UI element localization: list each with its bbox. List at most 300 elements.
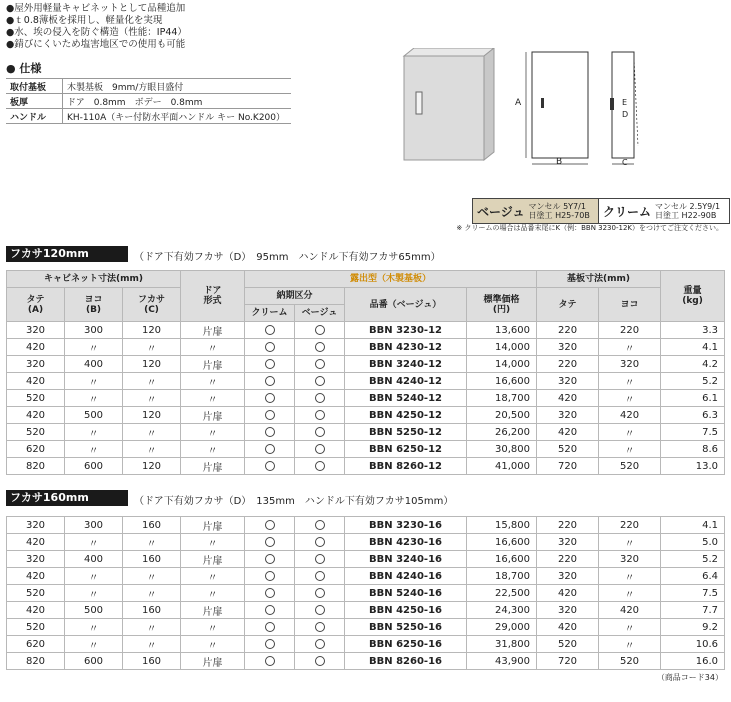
cell-base-tate: 220 (537, 551, 599, 568)
section-120-label: フカサ120mm (6, 246, 128, 262)
cell-door: 片扉 (181, 322, 245, 339)
circle-mark-icon (315, 622, 325, 632)
cell-yoko: 400 (65, 356, 123, 373)
circle-mark-icon (315, 325, 325, 335)
header-door-2: 形式 (203, 296, 222, 306)
circle-mark-icon (315, 605, 325, 615)
cabinet-image (398, 48, 496, 163)
cell-price: 18,700 (467, 568, 537, 585)
cell-beige-delivery (295, 636, 345, 653)
cell-door: 片扉 (181, 551, 245, 568)
color-beige-munsell: マンセル 5Y7/1 (528, 202, 586, 211)
circle-mark-icon (265, 376, 275, 386)
cell-fukasa: 160 (123, 517, 181, 534)
cell-part: BBN 4250-16 (345, 602, 467, 619)
circle-mark-icon (315, 520, 325, 530)
cell-door: 〃 (181, 339, 245, 356)
cell-base-yoko: 520 (599, 458, 661, 475)
cell-price: 14,000 (467, 356, 537, 373)
header-door-1: ドア (203, 286, 222, 296)
table-row (7, 390, 725, 407)
cell-tate: 420 (7, 339, 65, 356)
cell-cream-delivery (245, 619, 295, 636)
circle-mark-icon (265, 622, 275, 632)
cell-price: 22,500 (467, 585, 537, 602)
product-table-160 (6, 516, 725, 670)
circle-mark-icon (265, 393, 275, 403)
table-row (7, 619, 725, 636)
cell-tate: 420 (7, 534, 65, 551)
circle-mark-icon (315, 461, 325, 471)
cell-door: 〃 (181, 568, 245, 585)
cell-price: 41,000 (467, 458, 537, 475)
cell-price: 13,600 (467, 322, 537, 339)
cell-base-yoko: 〃 (599, 636, 661, 653)
table-row (7, 517, 725, 534)
cell-weight: 6.3 (661, 407, 725, 424)
circle-mark-icon (265, 588, 275, 598)
cell-weight: 13.0 (661, 458, 725, 475)
cell-price: 16,600 (467, 373, 537, 390)
header-base: 基板寸法(mm) (537, 271, 661, 288)
color-cream-swatch (598, 198, 730, 224)
table-row (7, 568, 725, 585)
cell-base-tate: 420 (537, 390, 599, 407)
cell-yoko: 〃 (65, 636, 123, 653)
header-weight (661, 271, 725, 322)
cell-yoko: 300 (65, 322, 123, 339)
cell-fukasa: 120 (123, 356, 181, 373)
color-cream-spec (655, 202, 720, 220)
cell-weight: 5.2 (661, 373, 725, 390)
cell-base-yoko: 520 (599, 653, 661, 670)
cell-cream-delivery (245, 441, 295, 458)
cell-part: BBN 5250-16 (345, 619, 467, 636)
circle-mark-icon (315, 342, 325, 352)
cell-cream-delivery (245, 373, 295, 390)
cell-weight: 16.0 (661, 653, 725, 670)
header-beige: ベージュ (295, 305, 345, 322)
cell-base-yoko: 420 (599, 602, 661, 619)
table-row (7, 585, 725, 602)
product-code-note: （商品コード34） (656, 673, 723, 682)
cell-part: BBN 5240-12 (345, 390, 467, 407)
cell-fukasa: 〃 (123, 424, 181, 441)
circle-mark-icon (315, 376, 325, 386)
cell-weight: 6.4 (661, 568, 725, 585)
cell-weight: 4.1 (661, 339, 725, 356)
dim-b-label: B (556, 157, 563, 167)
cell-base-tate: 420 (537, 424, 599, 441)
cell-beige-delivery (295, 407, 345, 424)
spec-key: 板厚 (6, 94, 63, 109)
cell-door: 〃 (181, 390, 245, 407)
cell-door: 〃 (181, 636, 245, 653)
cell-fukasa: 〃 (123, 636, 181, 653)
cell-base-yoko: 〃 (599, 373, 661, 390)
dim-e-label: E (622, 98, 628, 107)
cell-base-yoko: 320 (599, 551, 661, 568)
cell-door: 〃 (181, 373, 245, 390)
header-base-yoko: ヨコ (599, 288, 661, 322)
cell-beige-delivery (295, 551, 345, 568)
cell-weight: 3.3 (661, 322, 725, 339)
cell-weight: 6.1 (661, 390, 725, 407)
header-part: 品番（ベージュ） (345, 288, 467, 322)
table-body-160 (7, 517, 725, 670)
cell-tate: 420 (7, 407, 65, 424)
cell-door: 〃 (181, 619, 245, 636)
color-cream-munsell: マンセル 2.5Y9/1 (655, 202, 721, 211)
cell-tate: 620 (7, 636, 65, 653)
cell-part: BBN 6250-16 (345, 636, 467, 653)
cell-door: 片扉 (181, 653, 245, 670)
table-row (7, 636, 725, 653)
cell-price: 43,900 (467, 653, 537, 670)
header-weight-1: 重量 (683, 286, 702, 296)
cell-yoko: 500 (65, 407, 123, 424)
cell-part: BBN 8260-16 (345, 653, 467, 670)
cell-tate: 320 (7, 551, 65, 568)
header-tate (7, 288, 65, 322)
cell-base-tate: 320 (537, 339, 599, 356)
cell-weight: 7.5 (661, 585, 725, 602)
cell-part: BBN 8260-12 (345, 458, 467, 475)
cell-base-tate: 320 (537, 534, 599, 551)
circle-mark-icon (265, 461, 275, 471)
spec-value: KH-110A（キー付防水平面ハンドル キー No.K200） (63, 109, 292, 124)
cell-beige-delivery (295, 424, 345, 441)
cell-weight: 5.0 (661, 534, 725, 551)
color-beige-jpma: 日塗工 H25-70B (528, 211, 590, 220)
cell-base-tate: 320 (537, 373, 599, 390)
header-cabinet: キャビネット寸法(mm) (7, 271, 181, 288)
spec-row (6, 109, 291, 124)
cell-base-tate: 320 (537, 602, 599, 619)
header-base-tate: タテ (537, 288, 599, 322)
cell-beige-delivery (295, 356, 345, 373)
cell-tate: 520 (7, 424, 65, 441)
cell-yoko: 〃 (65, 619, 123, 636)
header-fukasa-text: フカサ (138, 294, 165, 305)
cell-fukasa: 〃 (123, 534, 181, 551)
cell-tate: 520 (7, 585, 65, 602)
cell-weight: 8.6 (661, 441, 725, 458)
cell-part: BBN 3230-12 (345, 322, 467, 339)
color-beige-name: ベージュ (477, 204, 525, 219)
table-row (7, 441, 725, 458)
cell-cream-delivery (245, 390, 295, 407)
cell-part: BBN 4250-12 (345, 407, 467, 424)
product-table-120 (6, 270, 725, 475)
feature-2: ●ｔ0.8薄板を採用し、軽量化を実現 (6, 15, 163, 26)
circle-mark-icon (265, 325, 275, 335)
cell-beige-delivery (295, 585, 345, 602)
cell-base-tate: 420 (537, 619, 599, 636)
spec-title: ● 仕様 (6, 62, 42, 75)
cell-base-tate: 720 (537, 653, 599, 670)
cell-price: 20,500 (467, 407, 537, 424)
cell-part: BBN 3240-16 (345, 551, 467, 568)
spec-row (6, 79, 291, 94)
color-cream-jpma: 日塗工 H22-90B (655, 211, 717, 220)
header-price-2: (円) (492, 304, 511, 315)
cell-cream-delivery (245, 534, 295, 551)
cell-fukasa: 〃 (123, 339, 181, 356)
cell-weight: 7.7 (661, 602, 725, 619)
circle-mark-icon (265, 605, 275, 615)
circle-mark-icon (315, 444, 325, 454)
cell-base-tate: 220 (537, 517, 599, 534)
cell-beige-delivery (295, 602, 345, 619)
cell-fukasa: 120 (123, 407, 181, 424)
circle-mark-icon (265, 520, 275, 530)
table-body-120 (7, 322, 725, 475)
table-row (7, 407, 725, 424)
cell-weight: 7.5 (661, 424, 725, 441)
cell-fukasa: 〃 (123, 585, 181, 602)
circle-mark-icon (315, 588, 325, 598)
cell-beige-delivery (295, 619, 345, 636)
circle-mark-icon (315, 656, 325, 666)
cell-base-yoko: 〃 (599, 441, 661, 458)
cell-cream-delivery (245, 517, 295, 534)
cell-base-tate: 720 (537, 458, 599, 475)
table-row (7, 534, 725, 551)
cell-fukasa: 〃 (123, 619, 181, 636)
cell-fukasa: 160 (123, 653, 181, 670)
header-yoko (65, 288, 123, 322)
cell-door: 片扉 (181, 407, 245, 424)
color-beige-spec (529, 202, 590, 220)
header-door (181, 271, 245, 322)
cell-door: 片扉 (181, 356, 245, 373)
cell-door: 〃 (181, 585, 245, 602)
cell-fukasa: 160 (123, 551, 181, 568)
spec-key: ハンドル (6, 109, 63, 124)
cell-price: 29,000 (467, 619, 537, 636)
dim-a-label: A (515, 98, 522, 108)
cell-base-tate: 420 (537, 585, 599, 602)
section-160-label: フカサ160mm (6, 490, 128, 506)
cell-yoko: 300 (65, 517, 123, 534)
header-yoko-text: ヨコ (84, 294, 103, 305)
cell-fukasa: 〃 (123, 441, 181, 458)
circle-mark-icon (265, 537, 275, 547)
cell-part: BBN 4240-12 (345, 373, 467, 390)
cell-yoko: 600 (65, 653, 123, 670)
cell-yoko: 〃 (65, 534, 123, 551)
cell-tate: 820 (7, 458, 65, 475)
circle-mark-icon (265, 656, 275, 666)
cell-cream-delivery (245, 585, 295, 602)
color-beige-swatch (472, 198, 600, 224)
section-120-note: （ドア下有効フカサ（D） 95mm ハンドル下有効フカサ65mm） (134, 252, 441, 263)
circle-mark-icon (315, 554, 325, 564)
circle-mark-icon (315, 359, 325, 369)
table-row (7, 356, 725, 373)
circle-mark-icon (315, 410, 325, 420)
cell-yoko: 〃 (65, 390, 123, 407)
header-weight-2: (kg) (682, 296, 703, 306)
header-fukasa (123, 288, 181, 322)
cell-door: 片扉 (181, 517, 245, 534)
side-view-drawing (606, 46, 646, 171)
cell-door: 〃 (181, 534, 245, 551)
header-cream: クリーム (245, 305, 295, 322)
cell-base-yoko: 〃 (599, 390, 661, 407)
cell-tate: 820 (7, 653, 65, 670)
circle-mark-icon (315, 639, 325, 649)
cell-base-tate: 220 (537, 322, 599, 339)
table-row (7, 551, 725, 568)
cell-yoko: 400 (65, 551, 123, 568)
cell-tate: 320 (7, 322, 65, 339)
table-row (7, 602, 725, 619)
feature-4: ●錆びにくいため塩害地区での使用も可能 (6, 39, 186, 50)
circle-mark-icon (265, 554, 275, 564)
cell-tate: 420 (7, 602, 65, 619)
cell-beige-delivery (295, 322, 345, 339)
cell-part: BBN 4230-12 (345, 339, 467, 356)
cell-fukasa: 160 (123, 602, 181, 619)
circle-mark-icon (265, 427, 275, 437)
cell-base-yoko: 420 (599, 407, 661, 424)
cell-tate: 420 (7, 568, 65, 585)
cell-part: BBN 5250-12 (345, 424, 467, 441)
header-roshutsu: 露出型（木製基板） (245, 271, 537, 288)
circle-mark-icon (315, 537, 325, 547)
cell-tate: 620 (7, 441, 65, 458)
cream-order-note: ※ クリームの場合は品番末尾にK（例：BBN 3230-12K）をつけてご注文ください。 (456, 224, 723, 232)
cell-weight: 4.2 (661, 356, 725, 373)
cell-price: 26,200 (467, 424, 537, 441)
cell-base-yoko: 〃 (599, 619, 661, 636)
header-tate-text: タテ (26, 294, 45, 305)
cell-part: BBN 4240-16 (345, 568, 467, 585)
color-cream-name: クリーム (603, 204, 652, 219)
circle-mark-icon (315, 393, 325, 403)
cell-cream-delivery (245, 458, 295, 475)
cell-cream-delivery (245, 356, 295, 373)
cell-price: 31,800 (467, 636, 537, 653)
cell-yoko: 〃 (65, 339, 123, 356)
cell-yoko: 〃 (65, 424, 123, 441)
cell-base-yoko: 220 (599, 517, 661, 534)
cell-yoko: 500 (65, 602, 123, 619)
cell-tate: 520 (7, 619, 65, 636)
spec-table (6, 78, 291, 124)
cell-base-yoko: 〃 (599, 534, 661, 551)
cell-price: 14,000 (467, 339, 537, 356)
cell-yoko: 〃 (65, 373, 123, 390)
cell-cream-delivery (245, 339, 295, 356)
circle-mark-icon (265, 342, 275, 352)
cell-yoko: 〃 (65, 441, 123, 458)
cell-beige-delivery (295, 373, 345, 390)
cell-door: 〃 (181, 441, 245, 458)
cell-fukasa: 〃 (123, 373, 181, 390)
cell-base-yoko: 〃 (599, 585, 661, 602)
cell-price: 24,300 (467, 602, 537, 619)
cell-base-tate: 320 (537, 407, 599, 424)
dim-d-label: D (622, 110, 629, 119)
circle-mark-icon (315, 427, 325, 437)
cell-fukasa: 120 (123, 322, 181, 339)
table-row (7, 373, 725, 390)
cell-yoko: 〃 (65, 585, 123, 602)
table-row (7, 424, 725, 441)
circle-mark-icon (315, 571, 325, 581)
circle-mark-icon (265, 639, 275, 649)
cell-weight: 9.2 (661, 619, 725, 636)
cell-tate: 520 (7, 390, 65, 407)
table-row (7, 653, 725, 670)
cell-weight: 10.6 (661, 636, 725, 653)
cell-tate: 320 (7, 517, 65, 534)
cell-base-yoko: 〃 (599, 424, 661, 441)
cell-part: BBN 5240-16 (345, 585, 467, 602)
cell-door: 片扉 (181, 602, 245, 619)
cell-beige-delivery (295, 390, 345, 407)
cell-tate: 320 (7, 356, 65, 373)
cell-beige-delivery (295, 517, 345, 534)
cell-base-yoko: 〃 (599, 339, 661, 356)
spec-value: ドア 0.8mm ボデー 0.8mm (63, 94, 292, 109)
cell-beige-delivery (295, 568, 345, 585)
header-fukasa-code: (C) (144, 304, 159, 315)
spec-key: 取付基板 (6, 79, 63, 94)
feature-3: ●水、埃の侵入を防ぐ構造（性能：IP44） (6, 27, 187, 38)
circle-mark-icon (265, 410, 275, 420)
spec-value: 木製基板 9mm/方眼目盛付 (63, 79, 292, 94)
header-nonyu: 納期区分 (245, 288, 345, 305)
cell-beige-delivery (295, 339, 345, 356)
table-row (7, 458, 725, 475)
cell-part: BBN 3230-16 (345, 517, 467, 534)
circle-mark-icon (265, 444, 275, 454)
cell-part: BBN 4230-16 (345, 534, 467, 551)
cell-base-yoko: 320 (599, 356, 661, 373)
cell-price: 16,600 (467, 551, 537, 568)
circle-mark-icon (265, 359, 275, 369)
cell-weight: 4.1 (661, 517, 725, 534)
cell-yoko: 〃 (65, 568, 123, 585)
cell-price: 18,700 (467, 390, 537, 407)
cell-door: 〃 (181, 424, 245, 441)
header-price-1: 標準価格 (483, 294, 520, 305)
cell-fukasa: 〃 (123, 390, 181, 407)
cell-cream-delivery (245, 551, 295, 568)
cell-base-yoko: 220 (599, 322, 661, 339)
cell-yoko: 600 (65, 458, 123, 475)
header-yoko-code: (B) (85, 304, 102, 315)
cell-beige-delivery (295, 441, 345, 458)
cell-base-tate: 220 (537, 356, 599, 373)
cell-base-yoko: 〃 (599, 568, 661, 585)
cell-base-tate: 320 (537, 568, 599, 585)
cell-fukasa: 120 (123, 458, 181, 475)
cell-cream-delivery (245, 568, 295, 585)
table-row (7, 322, 725, 339)
cell-base-tate: 520 (537, 636, 599, 653)
cabinet-illustration (398, 48, 496, 163)
cell-tate: 420 (7, 373, 65, 390)
cell-beige-delivery (295, 534, 345, 551)
cell-base-tate: 520 (537, 441, 599, 458)
cell-cream-delivery (245, 653, 295, 670)
cell-weight: 5.2 (661, 551, 725, 568)
